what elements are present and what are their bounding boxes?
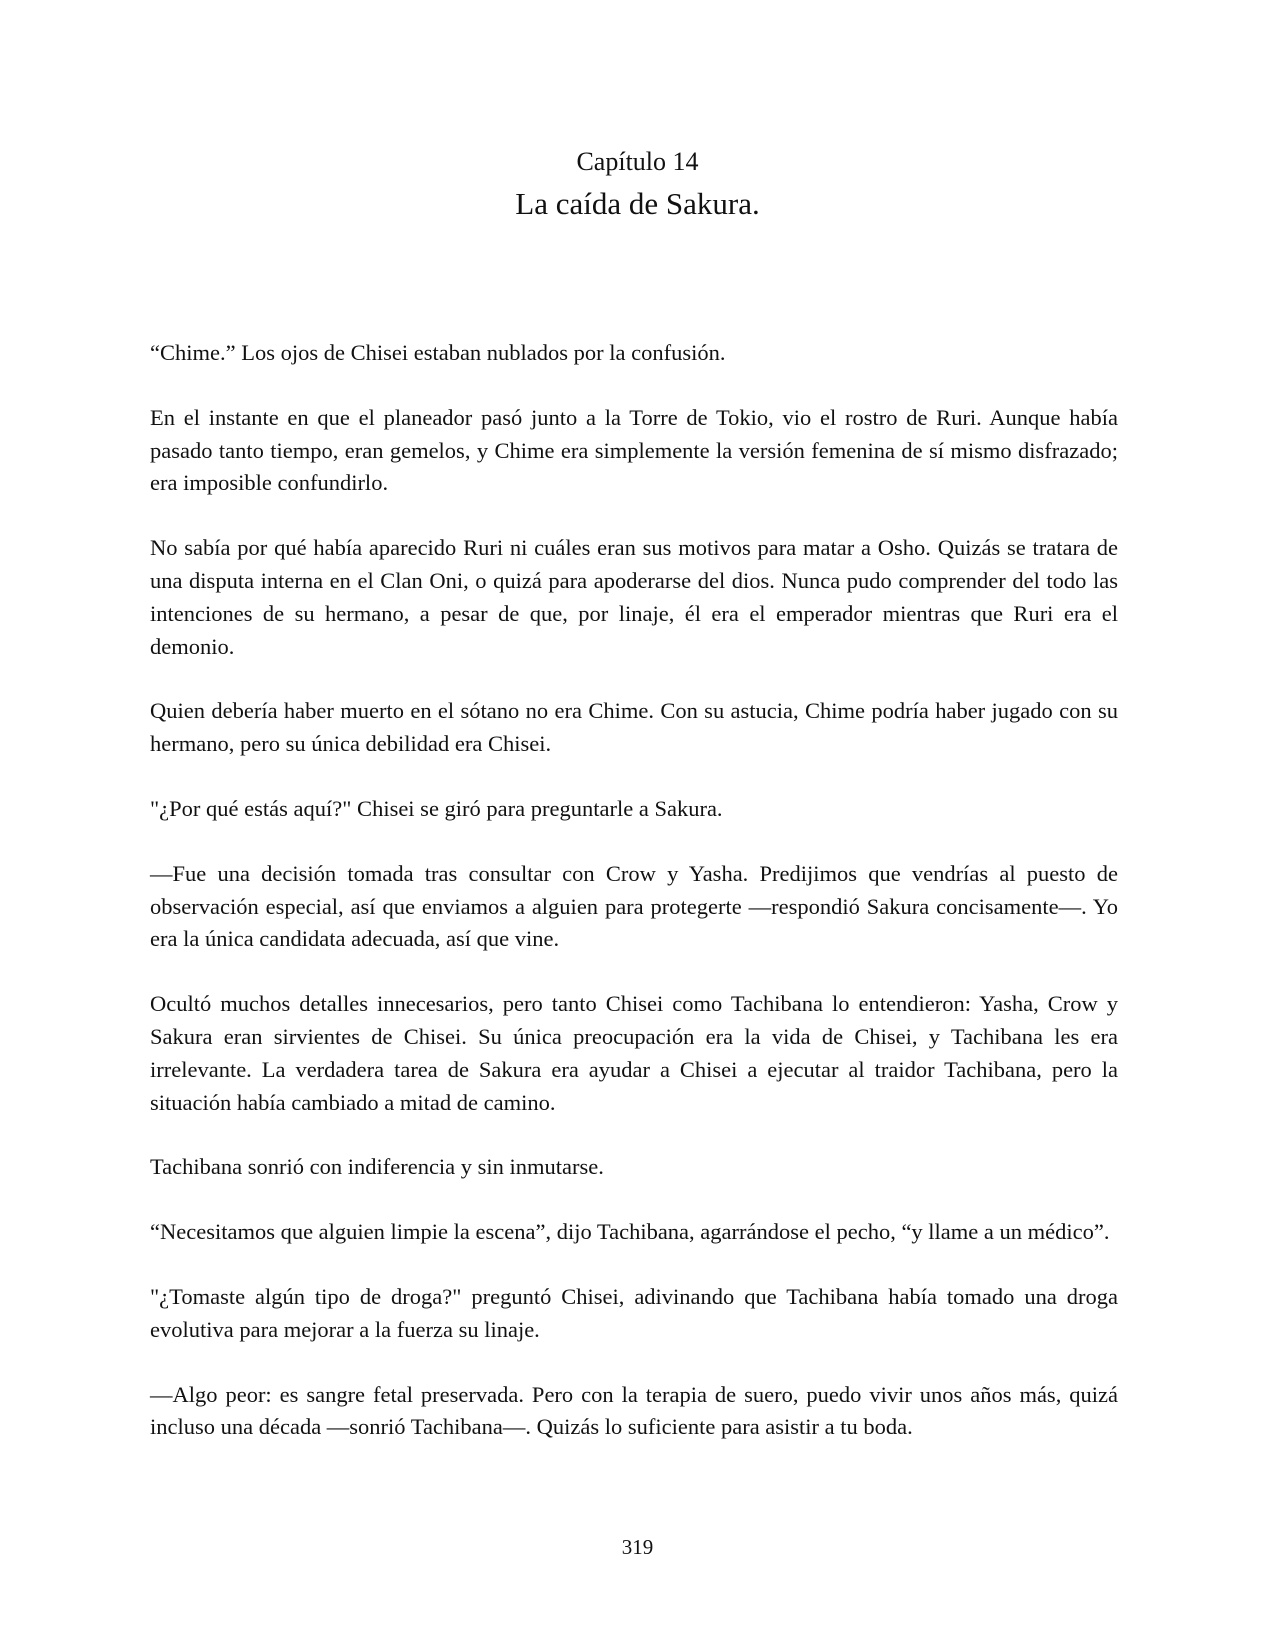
paragraph: En el instante en que el planeador pasó junto a la Torre de Tokio, vio el rostro de Ruri. Aunque había pasado tanto tiempo, eran gemelos, y Chime era simplemente la versión femenina de sí mismo disfrazado; era imposible confundirlo.: [150, 404, 1118, 496]
paragraph: Ocultó muchos detalles innecesarios, pero tanto Chisei como Tachibana lo entendieron: Yasha, Crow y Sakura eran sirvientes de Chisei. Su única preocupación era la vida de Chisei, y Tachibana les era irrelevante. La verdadera tarea de Sakura era ayudar a Chisei a ejecutar al traidor Tachibana, pero la situación había cambiado a mitad de camino.: [150, 991, 1118, 1115]
paragraph: "¿Por qué estás aquí?" Chisei se giró para preguntarle a Sakura.: [150, 795, 723, 821]
paragraph: —Algo peor: es sangre fetal preservada. Pero con la terapia de suero, puedo vivir unos años más, quizá incluso una década —sonrió Tachibana—. Quizás lo suficiente para asistir a tu boda.: [150, 1381, 1118, 1440]
chapter-header: [0, 145, 1275, 225]
page-number: 319: [621, 1535, 654, 1559]
chapter-number: Capítulo 14: [576, 147, 699, 176]
chapter-title: La caída de Sakura.: [515, 186, 760, 221]
paragraph: —Fue una decisión tomada tras consultar con Crow y Yasha. Predijimos que vendrías al puesto de observación especial, así que enviamos a alguien para protegerte —respondió Sakura concisamente—. Yo era la única candidata adecuada, así que vine.: [150, 860, 1118, 952]
paragraph: “Necesitamos que alguien limpie la escena”, dijo Tachibana, agarrándose el pecho, “y llame a un médico”.: [150, 1219, 1110, 1245]
paragraph: Tachibana sonrió con indiferencia y sin inmutarse.: [150, 1154, 604, 1180]
paragraph: No sabía por qué había aparecido Ruri ni cuáles eran sus motivos para matar a Osho. Quizás se tratara de una disputa interna en el Clan Oni, o quizá para apoderarse del dios. Nunca pudo comprender del todo las intenciones de su hermano, a pesar de que, por linaje, él era el emperador mientras que Ruri era el demonio.: [150, 535, 1118, 659]
paragraph: Quien debería haber muerto en el sótano no era Chime. Con su astucia, Chime podría haber jugado con su hermano, pero su única debilidad era Chisei.: [150, 698, 1118, 757]
paragraph: "¿Tomaste algún tipo de droga?" preguntó Chisei, adivinando que Tachibana había tomado una droga evolutiva para mejorar a la fuerza su linaje.: [150, 1283, 1118, 1342]
paragraph: “Chime.” Los ojos de Chisei estaban nublados por la confusión.: [150, 340, 726, 365]
body-text: [150, 337, 1118, 1476]
